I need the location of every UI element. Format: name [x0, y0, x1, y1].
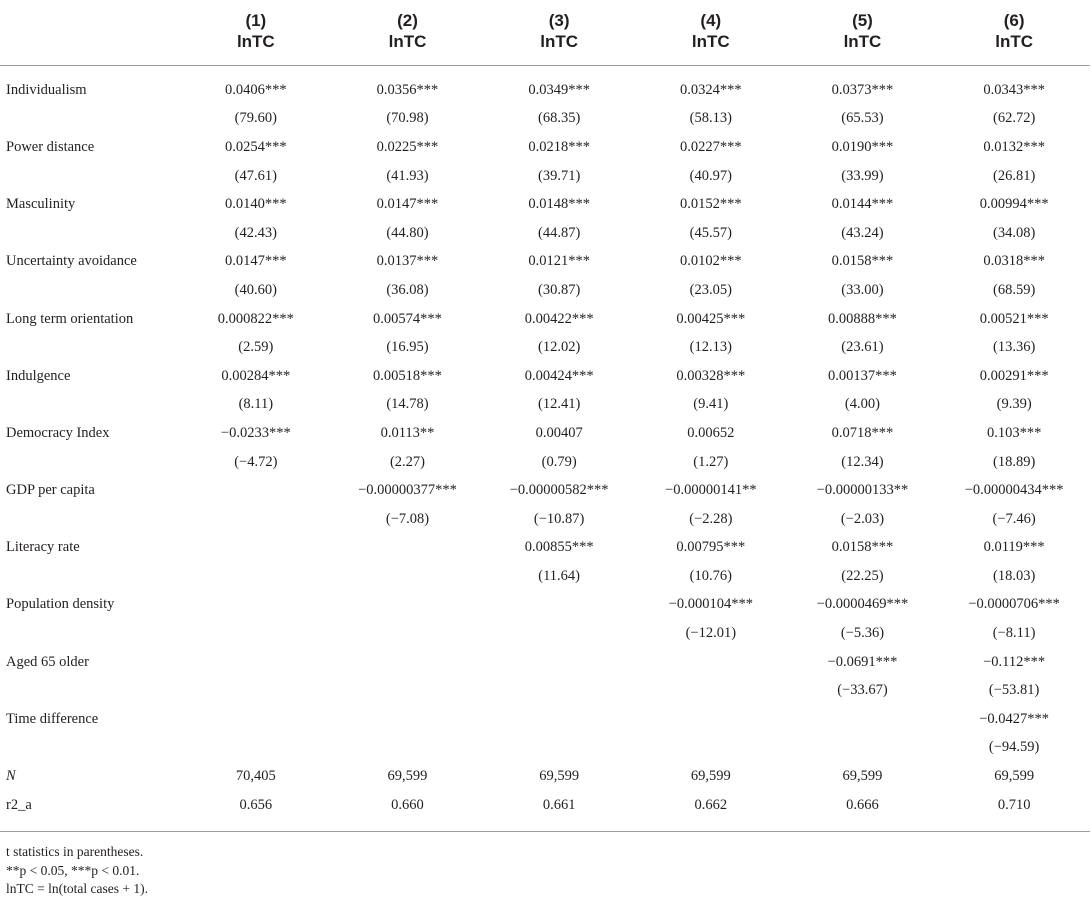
coefficient-row — [0, 534, 1090, 563]
coefficient-row — [0, 248, 1090, 277]
statistic-label: N — [6, 768, 16, 785]
t-statistic-cell — [180, 676, 332, 705]
coefficient-cell — [483, 705, 635, 734]
t-statistic-cell: (−7.08) — [385, 510, 430, 527]
variable-label-spacer — [0, 391, 180, 420]
coefficient-cell: 0.00888*** — [828, 310, 897, 327]
statistic-value: 0.656 — [180, 791, 332, 832]
coefficient-cell: −0.00000434*** — [964, 482, 1064, 499]
header-corner — [0, 0, 180, 31]
coefficient-cell: 0.0227*** — [679, 138, 742, 155]
coefficient-cell: 0.0119*** — [983, 539, 1045, 556]
coefficient-cell — [332, 705, 484, 734]
coefficient-cell: 0.0132*** — [983, 138, 1045, 155]
statistic-value: 69,599 — [690, 768, 731, 785]
t-statistic-cell: (9.41) — [693, 396, 729, 413]
coefficient-cell: 0.0718*** — [831, 424, 894, 441]
model-number: (5) — [852, 11, 873, 30]
coefficient-row — [0, 133, 1090, 162]
t-statistic-row — [0, 505, 1090, 534]
coefficient-cell: 0.0152*** — [679, 196, 742, 213]
t-statistic-row — [0, 619, 1090, 648]
variable-label-spacer — [0, 162, 180, 191]
coefficient-cell: 0.0102*** — [679, 253, 742, 270]
coefficient-cell: −0.0233*** — [220, 424, 291, 441]
coefficient-cell: 0.00328*** — [676, 367, 746, 384]
variable-label: Power distance — [6, 138, 95, 155]
coefficient-cell: 0.00425*** — [676, 310, 746, 327]
variable-label: Democracy Index — [6, 424, 110, 441]
variable-label-spacer — [0, 619, 180, 648]
statistic-value: 0.660 — [332, 791, 484, 832]
coefficient-cell: 0.00422*** — [524, 310, 594, 327]
coefficient-cell: 0.103*** — [986, 424, 1042, 441]
t-statistic-cell: (2.27) — [389, 453, 425, 470]
t-statistic-cell: (70.98) — [386, 110, 429, 127]
t-statistic-cell: (0.79) — [541, 453, 577, 470]
coefficient-cell: 0.0254*** — [225, 138, 287, 155]
coefficient-cell: −0.112*** — [983, 653, 1046, 670]
t-statistic-cell — [180, 734, 332, 763]
t-statistic-cell: (44.80) — [386, 224, 429, 241]
dependent-variable: lnTC — [787, 31, 939, 66]
t-statistic-cell: (8.11) — [238, 396, 274, 413]
note-line: **p < 0.05, ***p < 0.01. — [6, 862, 140, 878]
dependent-variable: lnTC — [938, 31, 1090, 66]
variable-label: Time difference — [6, 710, 99, 727]
t-statistic-cell: (58.13) — [689, 110, 732, 127]
dependent-variable: lnTC — [635, 31, 787, 66]
t-statistic-cell: (68.59) — [992, 281, 1036, 298]
coefficient-row — [0, 362, 1090, 391]
t-statistic-cell: (45.57) — [689, 224, 732, 241]
variable-label-spacer — [0, 448, 180, 477]
coefficient-row — [0, 419, 1090, 448]
t-statistic-cell — [483, 676, 635, 705]
t-statistic-cell: (23.61) — [841, 339, 884, 356]
coefficient-cell: 0.0158*** — [831, 539, 894, 556]
t-statistic-cell: (12.13) — [689, 339, 732, 356]
dependent-variable: lnTC — [332, 31, 484, 66]
t-statistic-cell: (47.61) — [234, 167, 277, 184]
coefficient-cell: 0.0343*** — [983, 81, 1045, 98]
statistic-row — [0, 791, 1090, 832]
coefficient-cell: 0.00994*** — [979, 196, 1049, 213]
coefficient-cell: 0.0349*** — [528, 81, 590, 98]
t-statistic-cell: (14.78) — [386, 396, 429, 413]
t-statistic-cell: (12.41) — [537, 396, 581, 413]
coefficient-cell — [180, 591, 332, 620]
t-statistic-cell: (12.34) — [841, 453, 884, 470]
t-statistic-row — [0, 219, 1090, 248]
t-statistic-cell: (2.59) — [238, 339, 274, 356]
t-statistic-row — [0, 676, 1090, 705]
variable-label-spacer — [0, 734, 180, 763]
coefficient-cell: 0.0324*** — [679, 81, 742, 98]
note-line: lnTC = ln(total cases + 1). — [6, 881, 148, 896]
t-statistic-row — [0, 333, 1090, 362]
t-statistic-cell — [332, 619, 484, 648]
coefficient-cell — [635, 705, 787, 734]
t-statistic-cell — [635, 676, 787, 705]
t-statistic-cell: (−4.72) — [234, 453, 278, 470]
coefficient-cell: 0.0147*** — [225, 253, 287, 270]
variable-label-spacer — [0, 333, 180, 362]
coefficient-cell: 0.0356*** — [376, 81, 439, 98]
t-statistic-cell: (−2.28) — [689, 510, 733, 527]
t-statistic-row — [0, 391, 1090, 420]
coefficient-row — [0, 190, 1090, 219]
t-statistic-cell: (23.05) — [689, 281, 732, 298]
coefficient-cell: 0.00284*** — [221, 367, 291, 384]
variable-label-spacer — [0, 105, 180, 134]
t-statistic-row — [0, 276, 1090, 305]
t-statistic-cell — [180, 562, 332, 591]
coefficient-cell: 0.0158*** — [831, 253, 894, 270]
t-statistic-row — [0, 105, 1090, 134]
t-statistic-cell: (41.93) — [386, 167, 429, 184]
table-notes — [6, 843, 148, 899]
coefficient-cell: −0.0691*** — [827, 653, 898, 670]
coefficient-cell: 0.0121*** — [528, 253, 590, 270]
t-statistic-cell — [332, 676, 484, 705]
t-statistic-cell: (−94.59) — [988, 739, 1040, 756]
variable-label-spacer — [0, 276, 180, 305]
t-statistic-cell: (16.95) — [386, 339, 429, 356]
t-statistic-cell: (9.39) — [996, 396, 1032, 413]
variable-label: Population density — [6, 596, 115, 613]
t-statistic-cell: (18.89) — [992, 453, 1036, 470]
coefficient-cell: 0.0406*** — [225, 81, 287, 98]
coefficient-row — [0, 305, 1090, 334]
t-statistic-cell — [787, 734, 939, 763]
t-statistic-cell — [483, 619, 635, 648]
coefficient-cell: −0.000104*** — [668, 596, 753, 613]
coefficient-cell: 0.00574*** — [373, 310, 442, 327]
t-statistic-cell: (−2.03) — [840, 510, 885, 527]
variable-label: Aged 65 older — [6, 653, 89, 670]
t-statistic-row — [0, 162, 1090, 191]
statistic-value: 0.710 — [938, 791, 1090, 832]
t-statistic-cell: (33.00) — [841, 281, 884, 298]
coefficient-cell: 0.00424*** — [524, 367, 594, 384]
t-statistic-cell: (62.72) — [992, 110, 1036, 127]
coefficient-cell: 0.00855*** — [524, 539, 594, 556]
t-statistic-cell: (65.53) — [841, 110, 884, 127]
coefficient-cell: 0.00407 — [535, 424, 583, 441]
coefficient-row — [0, 591, 1090, 620]
t-statistic-cell: (12.02) — [537, 339, 581, 356]
coefficient-row — [0, 705, 1090, 734]
t-statistic-cell: (1.27) — [693, 453, 729, 470]
coefficient-cell: −0.0000469*** — [816, 596, 909, 613]
statistic-row — [0, 762, 1090, 791]
coefficient-cell: 0.0148*** — [528, 196, 590, 213]
variable-label: Indulgence — [6, 367, 71, 384]
coefficient-cell — [332, 534, 484, 563]
coefficient-cell: 0.0373*** — [831, 81, 894, 98]
dependent-variable: lnTC — [180, 31, 332, 66]
variable-label-spacer — [0, 505, 180, 534]
coefficient-cell: 0.0318*** — [983, 253, 1045, 270]
coefficient-cell — [180, 648, 332, 677]
variable-label: Individualism — [6, 81, 87, 98]
coefficient-cell: 0.00518*** — [373, 367, 442, 384]
coefficient-cell: −0.00000377*** — [358, 482, 457, 499]
statistic-value: 69,599 — [994, 768, 1035, 785]
t-statistic-cell — [180, 619, 332, 648]
model-number: (3) — [548, 11, 570, 30]
coefficient-row — [0, 648, 1090, 677]
coefficient-cell: 0.0218*** — [528, 138, 590, 155]
coefficient-cell: 0.00652 — [687, 424, 735, 441]
t-statistic-row — [0, 562, 1090, 591]
t-statistic-cell: (−7.46) — [992, 510, 1036, 527]
t-statistic-cell: (79.60) — [234, 110, 277, 127]
coefficient-cell — [180, 534, 332, 563]
header-row-dependent-variables — [0, 31, 1090, 66]
t-statistic-cell: (13.36) — [992, 339, 1036, 356]
coefficient-row — [0, 476, 1090, 505]
t-statistic-cell: (68.35) — [537, 110, 581, 127]
model-number: (6) — [1003, 11, 1025, 30]
t-statistic-row — [0, 734, 1090, 763]
table-body — [0, 66, 1090, 832]
coefficient-cell — [635, 648, 787, 677]
coefficient-row — [0, 66, 1090, 105]
t-statistic-cell — [332, 734, 484, 763]
variable-label: Uncertainty avoidance — [6, 253, 137, 270]
statistic-value: 69,599 — [539, 768, 580, 785]
coefficient-cell: 0.00795*** — [676, 539, 746, 556]
t-statistic-cell: (30.87) — [537, 281, 581, 298]
coefficient-cell: −0.00000133** — [816, 482, 909, 499]
coefficient-cell — [483, 591, 635, 620]
t-statistic-cell: (−12.01) — [685, 625, 737, 642]
coefficient-cell: −0.0427*** — [979, 710, 1050, 727]
t-statistic-cell: (22.25) — [841, 567, 884, 584]
coefficient-cell — [787, 705, 939, 734]
coefficient-cell: 0.000822*** — [217, 310, 294, 327]
header-row-model-numbers — [0, 0, 1090, 31]
t-statistic-cell: (36.08) — [386, 281, 429, 298]
coefficient-cell — [332, 591, 484, 620]
coefficient-cell: 0.0144*** — [831, 196, 894, 213]
coefficient-cell: 0.0147*** — [376, 196, 439, 213]
t-statistic-cell: (−10.87) — [533, 510, 585, 527]
coefficient-cell — [180, 476, 332, 505]
t-statistic-cell: (26.81) — [992, 167, 1036, 184]
model-number: (1) — [245, 11, 267, 30]
statistic-value: 0.666 — [787, 791, 939, 832]
note-line: t statistics in parentheses. — [6, 844, 144, 859]
coefficient-cell: 0.0190*** — [831, 138, 894, 155]
table-header — [0, 0, 1090, 66]
t-statistic-cell: (4.00) — [844, 396, 880, 413]
t-statistic-cell: (−53.81) — [988, 682, 1040, 699]
t-statistic-cell: (40.97) — [689, 167, 732, 184]
t-statistic-cell: (33.99) — [841, 167, 884, 184]
statistic-value: 69,599 — [842, 768, 883, 785]
model-number: (4) — [700, 11, 722, 30]
t-statistic-cell: (44.87) — [537, 224, 581, 241]
coefficient-cell: 0.0137*** — [376, 253, 439, 270]
t-statistic-cell — [635, 734, 787, 763]
t-statistic-cell: (−5.36) — [840, 625, 885, 642]
t-statistic-cell: (40.60) — [234, 281, 277, 298]
coefficient-cell — [180, 705, 332, 734]
statistic-value: 0.661 — [483, 791, 635, 832]
header-corner — [0, 31, 180, 66]
t-statistic-cell: (34.08) — [992, 224, 1036, 241]
coefficient-cell: −0.00000582*** — [509, 482, 609, 499]
t-statistic-cell: (43.24) — [841, 224, 884, 241]
t-statistic-cell: (−8.11) — [992, 625, 1036, 642]
t-statistic-cell: (10.76) — [689, 567, 732, 584]
t-statistic-cell: (18.03) — [992, 567, 1036, 584]
coefficient-cell: 0.0225*** — [376, 138, 439, 155]
variable-label: Long term orientation — [6, 310, 134, 327]
t-statistic-cell — [332, 562, 484, 591]
coefficient-cell: 0.0113** — [380, 424, 435, 441]
coefficient-cell: −0.0000706*** — [968, 596, 1060, 613]
coefficient-cell: 0.0140*** — [225, 196, 287, 213]
t-statistic-cell: (11.64) — [538, 567, 581, 584]
coefficient-cell: 0.00291*** — [979, 367, 1049, 384]
variable-label: Literacy rate — [6, 539, 80, 556]
model-number: (2) — [397, 11, 418, 30]
variable-label-spacer — [0, 676, 180, 705]
t-statistic-cell: (39.71) — [537, 167, 581, 184]
t-statistic-cell — [483, 734, 635, 763]
coefficient-cell: 0.00137*** — [828, 367, 897, 384]
variable-label-spacer — [0, 219, 180, 248]
statistic-value: 0.662 — [635, 791, 787, 832]
statistic-label: r2_a — [0, 791, 180, 832]
variable-label: Masculinity — [6, 196, 76, 213]
variable-label: GDP per capita — [6, 482, 95, 499]
t-statistic-cell: (−33.67) — [837, 682, 888, 699]
coefficient-cell: −0.00000141** — [665, 482, 757, 499]
dependent-variable: lnTC — [483, 31, 635, 66]
coefficient-cell — [483, 648, 635, 677]
coefficient-cell: 0.00521*** — [979, 310, 1049, 327]
t-statistic-row — [0, 448, 1090, 477]
statistic-value: 70,405 — [235, 768, 276, 785]
variable-label-spacer — [0, 562, 180, 591]
t-statistic-cell — [180, 505, 332, 534]
t-statistic-cell: (42.43) — [234, 224, 277, 241]
coefficient-cell — [332, 648, 484, 677]
statistic-value: 69,599 — [387, 768, 428, 785]
